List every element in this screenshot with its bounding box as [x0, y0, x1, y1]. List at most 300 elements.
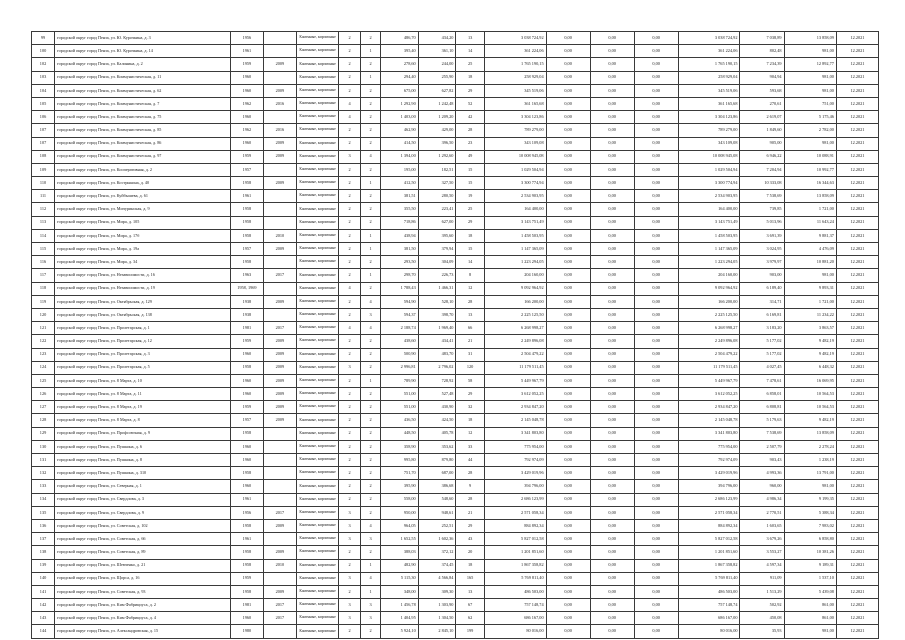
floors-cell: 2 [339, 493, 361, 506]
table-row [32, 454, 879, 467]
residents-cell: 62 [456, 612, 484, 625]
unit-cost-cell: 960,00 [740, 480, 784, 493]
entrances-cell: 1 [361, 269, 381, 282]
max-unit-cost-cell: 981,00 [784, 84, 836, 97]
cost-col-4-cell: 0,00 [634, 533, 678, 546]
table-row [32, 97, 879, 110]
cost-col-2-cell: 0,00 [546, 546, 590, 559]
total-area-cell: 1 404,95 [380, 612, 418, 625]
cost-col-4-cell: 0,00 [634, 401, 678, 414]
cost-col-3-cell: 0,00 [590, 308, 634, 321]
cost-col-5-cell: 9 092 964,92 [678, 282, 740, 295]
year-renovated-cell [263, 454, 297, 467]
total-cost-cell: 164 400,00 [484, 203, 546, 216]
max-unit-cost-cell: 10 381,26 [784, 546, 836, 559]
max-unit-cost-cell: 16 069,95 [784, 374, 836, 387]
address-cell: городской округ город Пенза, ул. Александровская, д. 15 [55, 625, 231, 638]
total-cost-cell: 775 954,00 [484, 440, 546, 453]
total-cost-cell: 686 167,00 [484, 612, 546, 625]
wall-material-cell: Каменные, кирпичные [297, 625, 339, 638]
row-number-cell: 122 [32, 335, 55, 348]
cost-col-3-cell: 0,00 [590, 111, 634, 124]
year-renovated-cell: 2017 [263, 506, 297, 519]
floors-cell: 2 [339, 229, 361, 242]
row-number-cell: 120 [32, 308, 55, 321]
cost-col-3-cell: 0,00 [590, 229, 634, 242]
entrances-cell: 2 [361, 401, 381, 414]
row-number-cell: 138 [32, 546, 55, 559]
entrances-cell: 2 [361, 111, 381, 124]
cost-col-3-cell: 0,00 [590, 427, 634, 440]
entrances-cell: 4 [361, 322, 381, 335]
address-cell: городской округ город Пенза, ул. Пролетарская, д. 5 [55, 361, 231, 374]
unit-cost-cell: 904,94 [740, 71, 784, 84]
address-cell: городской округ город Пенза, ул. Коммунистическая, д. 7 [55, 97, 231, 110]
cost-col-5-cell: 2 534 903,95 [678, 190, 740, 203]
entrances-cell: 2 [361, 335, 381, 348]
address-cell: городской округ город Пенза, ул. Кострыкина, д. 40 [55, 177, 231, 190]
max-unit-cost-cell: 981,00 [784, 269, 836, 282]
max-unit-cost-cell: 981,00 [784, 137, 836, 150]
total-cost-cell: 3 300 774,94 [484, 177, 546, 190]
living-area-cell: 2 845,10 [418, 625, 456, 638]
planned-date-cell: 12.2021 [836, 97, 878, 110]
cost-col-2-cell: 0,00 [546, 480, 590, 493]
row-number-cell: 111 [32, 190, 55, 203]
cost-col-3-cell: 0,00 [590, 480, 634, 493]
unit-cost-cell: 5 177,02 [740, 335, 784, 348]
address-cell: городской округ город Пенза, ул. Мира, д. 19а [55, 243, 231, 256]
living-area-cell: 226,73 [418, 269, 456, 282]
row-number-cell: 115 [32, 243, 55, 256]
total-area-cell: 675,00 [380, 84, 418, 97]
table-row [32, 177, 879, 190]
total-area-cell: 1 292,90 [380, 97, 418, 110]
living-area-cell: 434,20 [418, 32, 456, 45]
year-built-cell: 1960 [231, 454, 263, 467]
max-unit-cost-cell: 4 476,09 [784, 243, 836, 256]
cost-col-3-cell: 0,00 [590, 533, 634, 546]
entrances-cell: 2 [361, 348, 381, 361]
row-number-cell: 125 [32, 374, 55, 387]
residents-cell: 29 [456, 519, 484, 532]
row-number-cell: 110 [32, 177, 55, 190]
year-built-cell: 1958 [231, 177, 263, 190]
entrances-cell: 2 [361, 216, 381, 229]
table-row [32, 440, 879, 453]
entrances-cell: 2 [361, 84, 381, 97]
cost-col-2-cell: 0,00 [546, 533, 590, 546]
year-built-cell: 1958 [231, 559, 263, 572]
year-built-cell: 1960 [231, 111, 263, 124]
cost-col-5-cell: 3 143 751,49 [678, 216, 740, 229]
year-renovated-cell: 2009 [263, 585, 297, 598]
wall-material-cell: Каменные, кирпичные [297, 295, 339, 308]
row-number-cell: 119 [32, 295, 55, 308]
floors-cell: 2 [339, 440, 361, 453]
unit-cost-cell: 739,85 [740, 203, 784, 216]
year-renovated-cell: 2010 [263, 559, 297, 572]
total-area-cell: 298,70 [380, 269, 418, 282]
living-area-cell: 1 304,50 [418, 612, 456, 625]
max-unit-cost-cell: 981,00 [784, 480, 836, 493]
year-renovated-cell: 2017 [263, 612, 297, 625]
year-built-cell: 1960 [231, 440, 263, 453]
table-row [32, 84, 879, 97]
planned-date-cell: 12.2021 [836, 625, 878, 638]
cost-col-4-cell: 0,00 [634, 506, 678, 519]
living-area-cell: 374,45 [418, 559, 456, 572]
entrances-cell: 1 [361, 374, 381, 387]
row-number-cell: 107 [32, 124, 55, 137]
total-cost-cell: 792 974,09 [484, 454, 546, 467]
year-built-cell: 1961 [231, 45, 263, 58]
residents-cell: 13 [456, 308, 484, 321]
max-unit-cost-cell: 861,00 [784, 612, 836, 625]
cost-col-2-cell: 0,00 [546, 203, 590, 216]
year-renovated-cell: 2017 [263, 322, 297, 335]
floors-cell: 2 [339, 243, 361, 256]
max-unit-cost-cell: 13 791,00 [784, 467, 836, 480]
year-built-cell: 1959 [231, 150, 263, 163]
cost-col-3-cell: 0,00 [590, 546, 634, 559]
max-unit-cost-cell: 16 344,63 [784, 177, 836, 190]
row-number-cell: 123 [32, 348, 55, 361]
residents-cell: 42 [456, 111, 484, 124]
year-renovated-cell: 2009 [263, 414, 297, 427]
total-cost-cell: 2 249 896,08 [484, 335, 546, 348]
wall-material-cell: Каменные, кирпичные [297, 572, 339, 585]
cost-col-3-cell: 0,00 [590, 454, 634, 467]
entrances-cell: 2 [361, 440, 381, 453]
cost-col-5-cell: 1 201 851,60 [678, 546, 740, 559]
table-row [32, 374, 879, 387]
year-renovated-cell [263, 190, 297, 203]
residents-cell: 12 [456, 427, 484, 440]
residents-cell: 14 [456, 45, 484, 58]
max-unit-cost-cell: 1 238,19 [784, 454, 836, 467]
cost-col-4-cell: 0,00 [634, 322, 678, 335]
row-number-cell: 131 [32, 454, 55, 467]
cost-col-2-cell: 0,00 [546, 216, 590, 229]
row-number-cell: 137 [32, 533, 55, 546]
year-renovated-cell: 2009 [263, 388, 297, 401]
total-area-cell: 718,86 [380, 216, 418, 229]
cost-col-5-cell: 1 147 365,09 [678, 243, 740, 256]
cost-col-2-cell: 0,00 [546, 454, 590, 467]
total-cost-cell: 1 223 294,05 [484, 256, 546, 269]
cost-col-2-cell: 0,00 [546, 612, 590, 625]
max-unit-cost-cell: 981,00 [784, 45, 836, 58]
floors-cell: 2 [339, 308, 361, 321]
year-renovated-cell [263, 163, 297, 176]
unit-cost-cell: 903,00 [740, 269, 784, 282]
total-area-cell: 381,50 [380, 243, 418, 256]
year-renovated-cell: 2009 [263, 335, 297, 348]
residents-cell: 13 [456, 585, 484, 598]
cost-col-5-cell: 5 827 012,58 [678, 533, 740, 546]
residents-cell: 32 [456, 401, 484, 414]
cost-col-5-cell: 10 008 945,08 [678, 150, 740, 163]
cost-col-4-cell: 0,00 [634, 150, 678, 163]
housing-register-table [31, 31, 879, 639]
year-built-cell: 1957 [231, 243, 263, 256]
cost-col-4-cell: 0,00 [634, 190, 678, 203]
cost-col-4-cell: 0,00 [634, 493, 678, 506]
unit-cost-cell: 905,00 [740, 137, 784, 150]
residents-cell: 33 [456, 440, 484, 453]
cost-col-5-cell: 345 519,06 [678, 84, 740, 97]
row-number-cell: 121 [32, 322, 55, 335]
year-built-cell: 1980 [231, 625, 263, 638]
table-row [32, 467, 879, 480]
year-renovated-cell [263, 467, 297, 480]
living-area-cell: 361,10 [418, 45, 456, 58]
planned-date-cell: 12.2021 [836, 137, 878, 150]
cost-col-5-cell: 2 225 125,50 [678, 308, 740, 321]
cost-col-4-cell: 0,00 [634, 229, 678, 242]
floors-cell: 3 [339, 150, 361, 163]
wall-material-cell: Каменные, кирпичные [297, 150, 339, 163]
unit-cost-cell: 1 849,60 [740, 124, 784, 137]
floors-cell: 3 [339, 519, 361, 532]
cost-col-4-cell: 0,00 [634, 45, 678, 58]
planned-date-cell: 12.2021 [836, 506, 878, 519]
wall-material-cell: Каменные, кирпичные [297, 45, 339, 58]
unit-cost-cell: 7 538,69 [740, 427, 784, 440]
cost-col-2-cell: 0,00 [546, 282, 590, 295]
cost-col-3-cell: 0,00 [590, 45, 634, 58]
wall-material-cell: Каменные, кирпичные [297, 216, 339, 229]
floors-cell: 3 [339, 599, 361, 612]
table-row [32, 190, 879, 203]
cost-col-4-cell: 0,00 [634, 414, 678, 427]
total-cost-cell: 3 038 724,92 [484, 32, 546, 45]
unit-cost-cell: 5 179,63 [740, 414, 784, 427]
total-cost-cell: 3 143 751,49 [484, 216, 546, 229]
total-cost-cell: 757 148,74 [484, 599, 546, 612]
address-cell: городской округ город Пенза, ул. 8 Марта, д. 10 [55, 374, 231, 387]
total-cost-cell: 1 458 503,95 [484, 229, 546, 242]
entrances-cell: 2 [361, 414, 381, 427]
table-row [32, 348, 879, 361]
floors-cell: 2 [339, 454, 361, 467]
wall-material-cell: Каменные, кирпичные [297, 546, 339, 559]
total-area-cell: 789,90 [380, 374, 418, 387]
total-area-cell: 412,50 [380, 177, 418, 190]
total-area-cell: 195,00 [380, 163, 418, 176]
table-row [32, 585, 879, 598]
cost-col-2-cell: 0,00 [546, 295, 590, 308]
unit-cost-cell: 4 597,34 [740, 559, 784, 572]
total-area-cell: 395,90 [380, 480, 418, 493]
unit-cost-cell: 802,48 [740, 45, 784, 58]
address-cell: городской округ город Пенза, ул. Советская, д. 66 [55, 533, 231, 546]
floors-cell: 2 [339, 348, 361, 361]
wall-material-cell: Каменные, кирпичные [297, 282, 339, 295]
cost-col-3-cell: 0,00 [590, 32, 634, 45]
floors-cell: 4 [339, 282, 361, 295]
planned-date-cell: 12.2021 [836, 546, 878, 559]
max-unit-cost-cell: 13 858,09 [784, 190, 836, 203]
residents-cell: 28 [456, 467, 484, 480]
cost-col-3-cell: 0,00 [590, 493, 634, 506]
wall-material-cell: Каменные, кирпичные [297, 427, 339, 440]
wall-material-cell: Каменные, кирпичные [297, 32, 339, 45]
entrances-cell: 1 [361, 585, 381, 598]
living-area-cell: 728,92 [418, 374, 456, 387]
living-area-cell: 687,00 [418, 467, 456, 480]
living-area-cell: 1 466,31 [418, 282, 456, 295]
address-cell: городской округ город Пенза, ул. Независимости, д. 16 [55, 269, 231, 282]
table-row [32, 32, 879, 45]
cost-col-4-cell: 0,00 [634, 559, 678, 572]
unit-cost-cell: 10 333,08 [740, 177, 784, 190]
entrances-cell: 2 [361, 124, 381, 137]
total-cost-cell: 345 519,06 [484, 84, 546, 97]
cost-col-3-cell: 0,00 [590, 295, 634, 308]
table-row [32, 229, 879, 242]
total-area-cell: 436,50 [380, 414, 418, 427]
total-area-cell: 995,80 [380, 454, 418, 467]
unit-cost-cell: 3 679,26 [740, 533, 784, 546]
entrances-cell: 2 [361, 480, 381, 493]
year-built-cell: 1981 [231, 322, 263, 335]
total-cost-cell: 884 892,34 [484, 519, 546, 532]
total-cost-cell: 1 147 365,09 [484, 243, 546, 256]
year-renovated-cell: 2009 [263, 401, 297, 414]
entrances-cell: 2 [361, 388, 381, 401]
max-unit-cost-cell: 6 858,80 [784, 533, 836, 546]
table-row [32, 203, 879, 216]
cost-col-4-cell: 0,00 [634, 282, 678, 295]
address-cell: городской округ город Пенза, ул. Пролетарская, д. 3 [55, 348, 231, 361]
total-cost-cell: 6 268 998,27 [484, 322, 546, 335]
residents-cell: 165 [456, 572, 484, 585]
year-renovated-cell: 2009 [263, 519, 297, 532]
row-number-cell: 116 [32, 256, 55, 269]
unit-cost-cell: 2 619,07 [740, 111, 784, 124]
year-built-cell: 1958 [231, 427, 263, 440]
planned-date-cell: 12.2021 [836, 243, 878, 256]
address-cell: городской округ город Пенза, ул. Коммунистическая, д. 86 [55, 137, 231, 150]
max-unit-cost-cell: 9 199,35 [784, 493, 836, 506]
year-renovated-cell [263, 45, 297, 58]
wall-material-cell: Каменные, кирпичные [297, 374, 339, 387]
floors-cell: 2 [339, 335, 361, 348]
cost-col-3-cell: 0,00 [590, 401, 634, 414]
table-row [32, 269, 879, 282]
year-built-cell: 1958 [231, 203, 263, 216]
floors-cell: 2 [339, 84, 361, 97]
cost-col-4-cell: 0,00 [634, 216, 678, 229]
max-unit-cost-cell: 10 088,91 [784, 150, 836, 163]
row-number-cell: 113 [32, 216, 55, 229]
cost-col-2-cell: 0,00 [546, 401, 590, 414]
entrances-cell: 2 [361, 256, 381, 269]
year-renovated-cell [263, 282, 297, 295]
year-built-cell: 1958 [231, 256, 263, 269]
residents-cell: 14 [456, 256, 484, 269]
cost-col-3-cell: 0,00 [590, 71, 634, 84]
year-renovated-cell: 2009 [263, 243, 297, 256]
total-cost-cell: 258 929,04 [484, 71, 546, 84]
cost-col-5-cell: 2 934 847,20 [678, 401, 740, 414]
floors-cell: 2 [339, 427, 361, 440]
living-area-cell: 434,41 [418, 335, 456, 348]
row-number-cell: 130 [32, 440, 55, 453]
year-renovated-cell: 2010 [263, 229, 297, 242]
residents-cell: 25 [456, 58, 484, 71]
residents-cell: 49 [456, 150, 484, 163]
cost-col-4-cell: 0,00 [634, 256, 678, 269]
table-row [32, 322, 879, 335]
row-number-cell: 129 [32, 427, 55, 440]
total-cost-cell: 1 867 358,82 [484, 559, 546, 572]
year-renovated-cell: 2009 [263, 84, 297, 97]
table-row [32, 256, 879, 269]
living-area-cell: 395,60 [418, 229, 456, 242]
residents-cell: 23 [456, 137, 484, 150]
year-renovated-cell: 2009 [263, 546, 297, 559]
entrances-cell: 1 [361, 177, 381, 190]
living-area-cell: 327,50 [418, 177, 456, 190]
cost-col-5-cell: 6 268 998,27 [678, 322, 740, 335]
planned-date-cell: 12.2021 [836, 388, 878, 401]
total-area-cell: 438,94 [380, 229, 418, 242]
floors-cell: 2 [339, 269, 361, 282]
total-area-cell: 395,40 [380, 45, 418, 58]
cost-col-3-cell: 0,00 [590, 256, 634, 269]
cost-col-3-cell: 0,00 [590, 506, 634, 519]
cost-col-2-cell: 0,00 [546, 177, 590, 190]
residents-cell: 66 [456, 322, 484, 335]
year-renovated-cell: 2017 [263, 269, 297, 282]
total-cost-cell: 343 109,08 [484, 137, 546, 150]
total-area-cell: 594,90 [380, 295, 418, 308]
address-cell: городской округ город Пенза, ул. Пролетарская, д. 1 [55, 322, 231, 335]
address-cell: городской округ город Пенза, ул. Советская, д. 102 [55, 519, 231, 532]
wall-material-cell: Каменные, кирпичные [297, 599, 339, 612]
cost-col-2-cell: 0,00 [546, 322, 590, 335]
entrances-cell: 4 [361, 572, 381, 585]
unit-cost-cell: 450,08 [740, 612, 784, 625]
living-area-cell: 528,10 [418, 295, 456, 308]
year-renovated-cell: 2016 [263, 97, 297, 110]
cost-col-4-cell: 0,00 [634, 612, 678, 625]
unit-cost-cell: 7 234,39 [740, 58, 784, 71]
cost-col-3-cell: 0,00 [590, 361, 634, 374]
row-number-cell: 127 [32, 401, 55, 414]
table-row [32, 124, 879, 137]
floors-cell: 3 [339, 506, 361, 519]
wall-material-cell: Каменные, кирпичные [297, 440, 339, 453]
year-built-cell: 1958 [231, 585, 263, 598]
total-area-cell: 448,50 [380, 427, 418, 440]
address-cell: городской округ город Пенза, ул. Ю. Курочкина, д. 3 [55, 32, 231, 45]
floors-cell: 2 [339, 163, 361, 176]
entrances-cell: 2 [361, 190, 381, 203]
wall-material-cell: Каменные, кирпичные [297, 585, 339, 598]
cost-col-2-cell: 0,00 [546, 519, 590, 532]
floors-cell: 3 [339, 612, 361, 625]
cost-col-5-cell: 3 304 123,86 [678, 111, 740, 124]
total-cost-cell: 394 796,00 [484, 480, 546, 493]
table-row [32, 58, 879, 71]
cost-col-4-cell: 0,00 [634, 572, 678, 585]
row-number-cell: 144 [32, 625, 55, 638]
entrances-cell: 2 [361, 546, 381, 559]
